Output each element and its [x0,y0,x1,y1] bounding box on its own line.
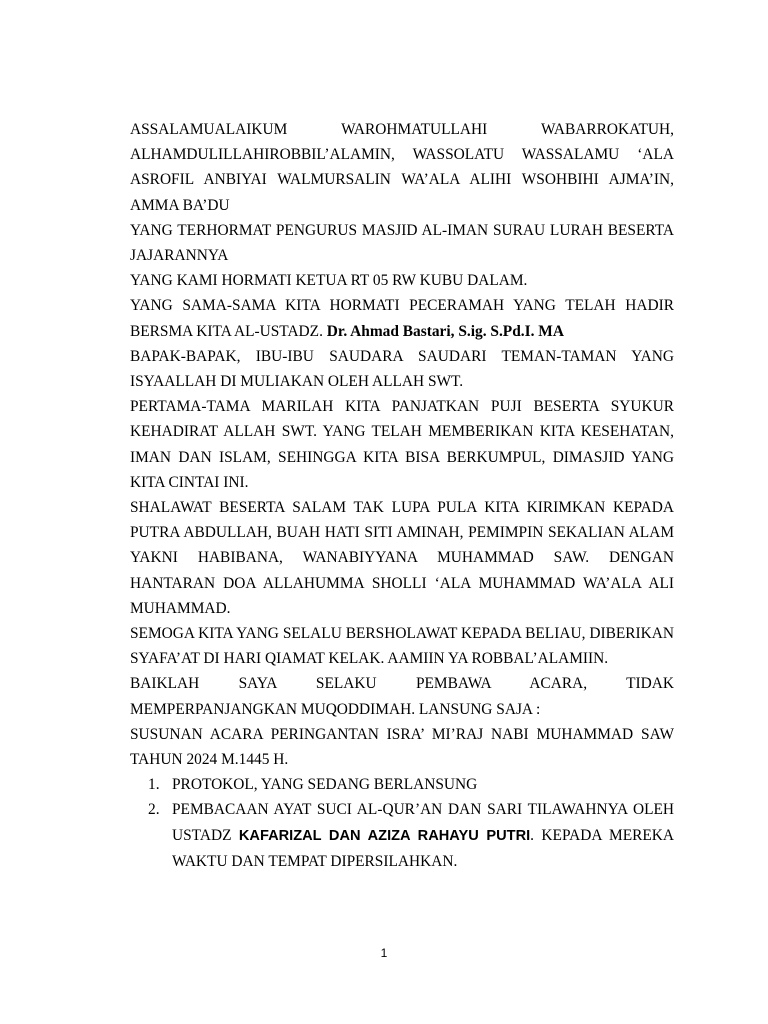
address-speaker-text: YANG SAMA-SAMA KITA HORMATI PECERAMAH YANG TELAH HADIR BERSMA KITA AL-USTADZ. [130,297,674,340]
opening-line: BAIKLAH SAYA SELAKU PEMBAWA ACARA, TIDAK [130,675,674,693]
reciter-names: KAFARIZAL DAN AZIZA RAHAYU PUTRI [238,827,531,844]
shalawat-paragraph: SHALAWAT BESERTA SALAM TAK LUPA PULA KITA KIRIMKAN KEPADA PUTRA ABDULLAH, BUAH HATI SITI AMINAH, PEMIMPIN SEKALIAN ALAM YAKNI HABIBANA, WANABIYYANA MUHAMMAD SAW. DENGAN HANTARAN DOA ALLAHUMMA SHOLLI ‘ALA MUHAMMAD WA’ALA ALI MUHAMMAD. [130,499,674,617]
page-number: 1 [380,946,388,960]
agenda-item-number: 1. [148,776,160,794]
speaker-name: Dr. Ahmad Bastari, S.ig. S.Pd.I. MA [326,322,564,340]
agenda-item-number: 2. [148,801,160,819]
document-body [130,117,674,874]
address-audience: BAPAK-BAPAK, IBU-IBU SAUDARA SAUDARI TEMAN-TAMAN YANG ISYAALLAH DI MULIAKAN OLEH ALLAH SWT. [130,347,674,391]
greeting-paragraph: ALHAMDULILLAHIROBBIL’ALAMIN, WASSOLATU WASSALAMU ‘ALA ASROFIL ANBIYAI WALMURSALIN WA’ALA ALIHI WSOHBIHI AJMA’IN, AMMA BA’DU [130,146,674,214]
agenda-item [130,772,674,797]
agenda-item-text: PEMBACAAN AYAT SUCI AL-QUR’AN DAN SARI TILAWAHNYA OLEH USTADZ [172,801,674,844]
agenda-item-text-end: . KEPADA MEREKA WAKTU DAN TEMPAT DIPERSILAHKAN. [172,826,674,870]
agenda-list [130,772,674,874]
opening-line-2: MEMPERPANJANGKAN MUQODDIMAH. LANSUNG SAJA : [130,700,541,718]
greeting-line: ASSALAMUALAIKUM WAROHMATULLAHI WABARROKATUH, [130,121,674,138]
agenda-item-text: PROTOKOL, YANG SEDANG BERLANSUNG [172,776,478,794]
address-rt-head: YANG KAMI HORMATI KETUA RT 05 RW KUBU DALAM. [130,272,528,290]
agenda-heading: SUSUNAN ACARA PERINGANTAN ISRA’ MI’RAJ NABI MUHAMMAD SAW TAHUN 2024 M.1445 H. [130,725,674,769]
agenda-item [130,797,674,874]
prayer-paragraph: SEMOGA KITA YANG SELALU BERSHOLAWAT KEPADA BELIAU, DIBERIKAN SYAFA’AT DI HARI QIAMAT KELAK. AAMIIN YA ROBBAL’ALAMIIN. [130,625,674,668]
address-mosque-board: YANG TERHORMAT PENGURUS MASJID AL-IMAN SURAU LURAH BESERTA JAJARANNYA [130,221,674,265]
address-speaker [130,293,674,343]
gratitude-paragraph: PERTAMA-TAMA MARILAH KITA PANJATKAN PUJI BESERTA SYUKUR KEHADIRAT ALLAH SWT. YANG TELAH MEMBERIKAN KITA KESEHATAN, IMAN DAN ISLAM, SEHINGGA KITA BISA BERKUMPUL, DIMASJID YANG KITA CINTAI INI. [130,398,674,491]
